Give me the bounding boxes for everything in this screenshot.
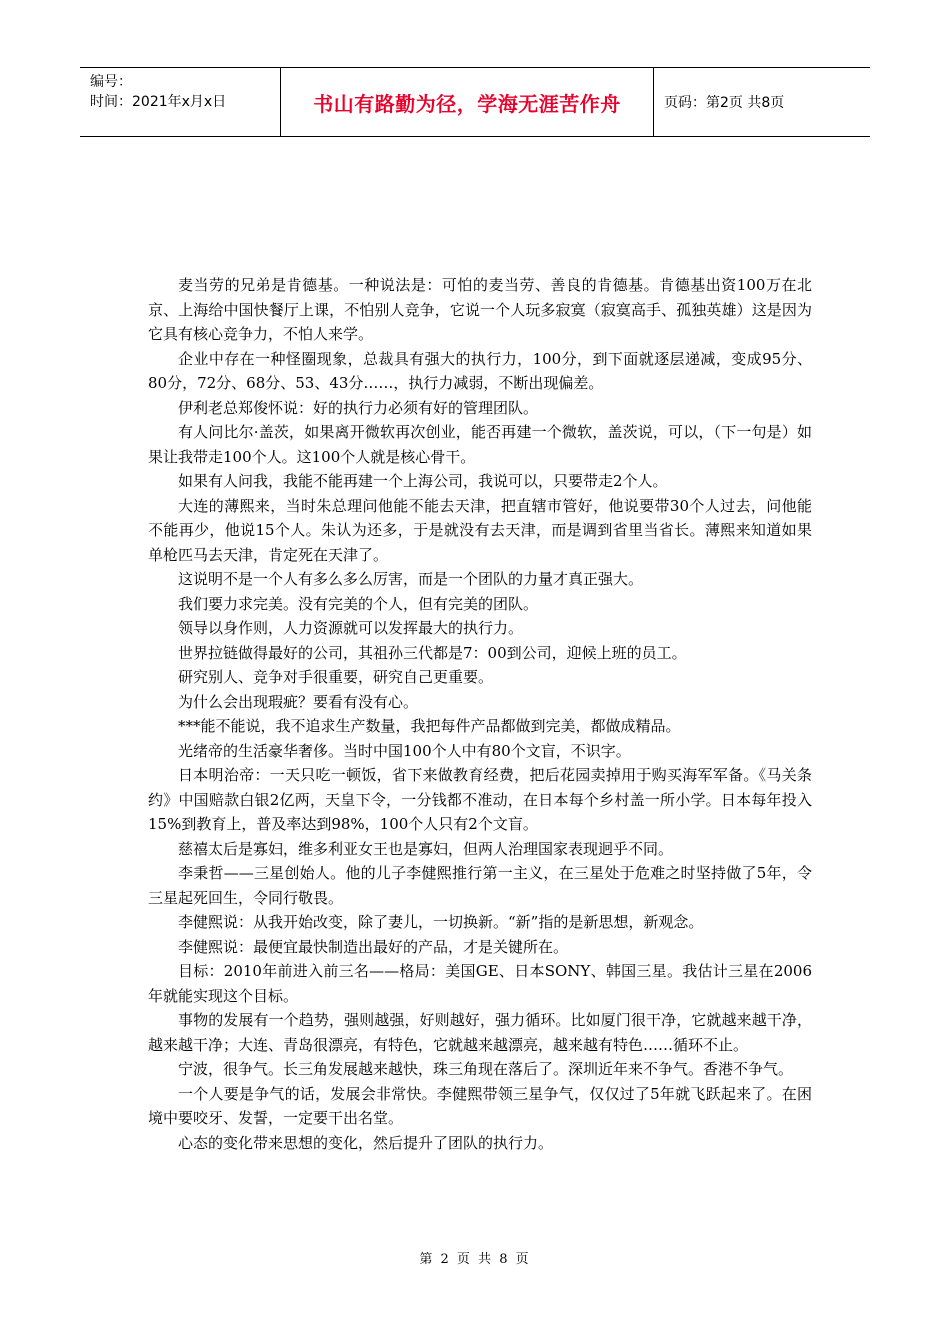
paragraph: ***能不能说，我不追求生产数量，我把每件产品都做到完美，都做成精品。: [178, 717, 681, 735]
paragraph: 李健熙说：从我开始改变，除了妻儿，一切换新。“新”指的是新思想，新观念。: [178, 913, 704, 931]
document-body: [148, 273, 812, 1155]
date-label: 时间：2021年x月x日: [90, 94, 227, 110]
paragraph: 企业中存在一种怪圈现象，总裁具有强大的执行力，100分，到下面就逐层递减，变成95分、80分，72分、68分、53、43分……，执行力减弱，不断出现偏差。: [148, 349, 812, 392]
paragraph: 一个人要是争气的话，发展会非常快。李健熙带领三星争气，仅仅过了5年就飞跃起来了。在困境中要咬牙、发誓，一定要干出名堂。: [148, 1084, 812, 1127]
header-page-info: 页码：第2页 共8页: [664, 95, 785, 111]
paragraph: 心态的变化带来思想的变化，然后提升了团队的执行力。: [178, 1133, 554, 1152]
paragraph: 有人问比尔·盖茨，如果离开微软再次创业，能否再建一个微软，盖茨说，可以，（下一句是）如果让我带走100个人。这100个人就是核心骨干。: [148, 423, 812, 466]
number-label: 编号：: [90, 74, 132, 90]
paragraph: 麦当劳的兄弟是肯德基。一种说法是：可怕的麦当劳、善良的肯德基。肯德基出资100万在北京、上海给中国快餐厅上课，不怕别人竞争，它说一个人玩多寂寞（寂寞高手、孤独英雄）这是因为它具有核心竞争力，不怕人来学。: [148, 276, 812, 343]
paragraph: 目标：2010年前进入前三名——格局：美国GE、日本SONY、韩国三星。我估计三星在2006年就能实现这个目标。: [148, 962, 812, 1005]
header-meta: [80, 68, 281, 136]
paragraph: 宁波，很争气。长三角发展越来越快，珠三角现在落后了。深圳近年来不争气。香港不争气。: [178, 1060, 794, 1078]
paragraph: 李健熙说：最便宜最快制造出最好的产品，才是关键所在。: [178, 937, 569, 956]
header-motto: 书山有路勤为径，学海无涯苦作舟: [281, 68, 654, 136]
paragraph: 如果有人问我，我能不能再建一个上海公司，我说可以，只要带走2个人。: [178, 472, 668, 490]
paragraph: 事物的发展有一个趋势，强则越强，好则越好，强力循环。比如厦门很干净，它就越来越干净，越来越干净；大连、青岛很漂亮，有特色，它就越来越漂亮，越来越有特色……循环不止。: [148, 1011, 812, 1054]
page-footer: 第 2 页 共 8 页: [419, 1252, 531, 1267]
paragraph: 我们要力求完美。没有完美的个人，但有完美的团队。: [178, 594, 539, 613]
paragraph: 慈禧太后是寡妇，维多利亚女王也是寡妇，但两人治理国家表现迥乎不同。: [178, 839, 674, 858]
paragraph: 领导以身作则，人力资源就可以发挥最大的执行力。: [178, 619, 524, 637]
paragraph: 研究别人、竞争对手很重要，研究自己更重要。: [178, 668, 494, 686]
page-header: [80, 67, 870, 137]
paragraph: 光绪帝的生活豪华奢侈。当时中国100个人中有80个文盲，不识字。: [178, 741, 631, 760]
paragraph: 这说明不是一个人有多么多么厉害，而是一个团队的力量才真正强大。: [178, 570, 644, 588]
paragraph: 大连的薄熙来，当时朱总理问他能不能去天津，把直辖市管好，他说要带30个人过去，问他能不能再少，他说15个人。朱认为还多，于是就没有去天津，而是调到省里当省长。薄熙来知道如果单枪匹马去天津，肯定死在天津了。: [148, 496, 812, 564]
paragraph: 世界拉链做得最好的公司，其祖孙三代都是7：00到公司，迎候上班的员工。: [178, 643, 687, 662]
paragraph: 李秉哲——三星创始人。他的儿子李健熙推行第一主义，在三星处于危难之时坚持做了5年，令三星起死回生，令同行敬畏。: [148, 864, 812, 907]
paragraph: 伊利老总郑俊怀说：好的执行力必须有好的管理团队。: [178, 398, 539, 417]
paragraph: 为什么会出现瑕疵？要看有没有心。: [178, 692, 419, 711]
paragraph: 日本明治帝：一天只吃一顿饭，省下来做教育经费，把后花园卖掉用于购买海军军备。《马关条约》中国赔款白银2亿两，天皇下令，一分钱都不准动，在日本每个乡村盖一所小学。日本每年投入15%到教育上，普及率达到98%，100个人只有2个文盲。: [148, 766, 812, 833]
